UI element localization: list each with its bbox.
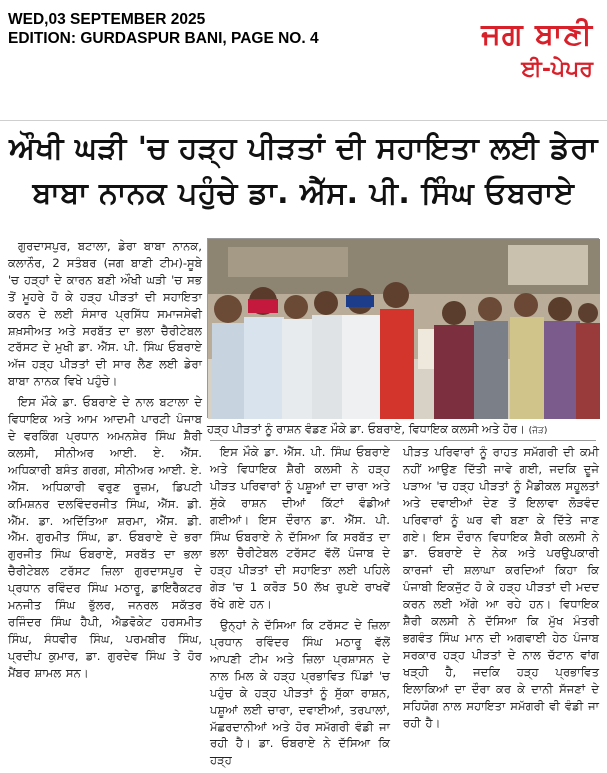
edition-header — [8, 10, 319, 48]
caption-text: ਹੜ੍ਹ ਪੀੜਤਾਂ ਨੂੰ ਰਾਸ਼ਨ ਵੰਡਣ ਮੌਕੇ ਡਾ. ਓਬਰਾਏ, ਵਿਧਾਇਕ ਕਲਸੀ ਅਤੇ ਹੋਰ। — [207, 422, 525, 436]
edition-info: EDITION: GURDASPUR BANI, PAGE NO. 4 — [8, 30, 319, 47]
paragraph: ਉਨ੍ਹਾਂ ਨੇ ਦੱਸਿਆ ਕਿ ਟਰੱਸਟ ਦੇ ਜ਼ਿਲਾ ਪ੍ਰਧਾਨ ਰਵਿੰਦਰ ਸਿੰਘ ਮਠਾਰੂ ਵੱਲੋਂ ਆਪਣੀ ਟੀਮ ਅਤੇ ਜ਼ਿਲਾ ਪ੍ਰਸ਼ਾਸਨ ਦੇ ਨਾਲ ਮਿਲ ਕੇ ਹੜ੍ਹ ਪ੍ਰਭਾਵਿਤ ਪਿੰਡਾਂ 'ਚ ਪਹੁੰਚ ਕੇ ਹੜ੍ਹ ਪੀੜਤਾਂ ਨੂੰ ਸੁੱਕਾ ਰਾਸ਼ਨ, ਪਸ਼ੂਆਂ ਲਈ ਚਾਰਾ, ਦਵਾਈਆਂ, ਤਰਪਾਲਾਂ, ਮੱਛਰਦਾਨੀਆਂ ਅਤੇ ਹੋਰ ਸਮੱਗਰੀ ਵੰਡੀ ਜਾ ਰਹੀ ਹੈ। ਡਾ. ਓਬਰਾਏ ਨੇ ਦੱਸਿਆ ਕਿ ਹੜ੍ਹ — [210, 618, 390, 768]
caption-rule — [210, 440, 596, 441]
photo-illustration — [208, 239, 600, 419]
paragraph: ਇਸ ਮੌਕੇ ਡਾ. ਐੱਸ. ਪੀ. ਸਿੰਘ ਓਬਰਾਏ ਅਤੇ ਵਿਧਾਇਕ ਸ਼ੈਰੀ ਕਲਸੀ ਨੇ ਹੜ੍ਹ ਪੀੜਤ ਪਰਿਵਾਰਾਂ ਨੂੰ ਪਸ਼ੂਆਂ ਦਾ ਚਾਰਾ ਅਤੇ ਸੁੱਕੇ ਰਾਸ਼ਨ ਦੀਆਂ ਕਿੱਟਾਂ ਵੰਡੀਆਂ ਗਈਆਂ। ਇਸ ਦੌਰਾਨ ਡਾ. ਐੱਸ. ਪੀ. ਸਿੰਘ ਓਬਰਾਏ ਨੇ ਦੱਸਿਆ ਕਿ ਸਰਬੱਤ ਦਾ ਭਲਾ ਚੈਰੀਟੇਬਲ ਟਰੱਸਟ ਵੱਲੋਂ ਪੰਜਾਬ ਦੇ ਹੜ੍ਹ ਪੀੜਤਾਂ ਦੀ ਸਹਾਇਤਾ ਲਈ ਪਹਿਲੇ ਗੇੜ 'ਚ 1 ਕਰੋੜ 50 ਲੱਖ ਰੁਪਏ ਰਾਖਵੇਂ ਰੱਖੇ ਗਏ ਹਨ। — [210, 445, 390, 612]
photo-caption — [207, 422, 599, 439]
column-2 — [210, 444, 390, 773]
jagbani-logo[interactable] — [481, 18, 593, 84]
header-divider — [0, 120, 607, 121]
column-3 — [403, 444, 599, 735]
column-1 — [8, 238, 202, 686]
paragraph: ਗੁਰਦਾਸਪੁਰ, ਬਟਾਲਾ, ਡੇਰਾ ਬਾਬਾ ਨਾਨਕ, ਕਲਾਨੌਰ, 2 ਸਤੰਬਰ (ਜਗ ਬਾਣੀ ਟੀਮ)-ਸੂਬੇ 'ਚ ਹੜ੍ਹਾਂ ਦੇ ਕਾਰਨ ਬਣੀ ਔਖੀ ਘੜੀ 'ਚ ਸਭ ਤੋਂ ਮੂਹਰੇ ਹੋ ਕੇ ਹੜ੍ਹ ਪੀੜਤਾਂ ਦੀ ਸਹਾਇਤਾ ਕਰਨ ਦੇ ਲਈ ਸੰਸਾਰ ਪ੍ਰਸਿੱਧ ਸਮਾਜਸੇਵੀ ਸ਼ਖ਼ਸੀਅਤ ਅਤੇ ਸਰਬੱਤ ਦਾ ਭਲਾ ਚੈਰੀਟੇਬਲ ਟਰੱਸਟ ਦੇ ਮੁਖੀ ਡਾ. ਐੱਸ. ਪੀ. ਸਿੰਘ ਓਬਰਾਏ ਅੱਜ ਹੜ੍ਹ ਪੀੜਤਾਂ ਦੀ ਸਾਰ ਲੈਣ ਲਈ ਡੇਰਾ ਬਾਬਾ ਨਾਨਕ ਵਿਖੇ ਪਹੁੰਚੇ। — [8, 239, 202, 389]
article-photo — [207, 238, 599, 418]
article-body — [0, 230, 607, 768]
logo-sub: ਈ-ਪੇਪਰ — [521, 57, 593, 82]
photo-credit: (ਜੋੜ) — [528, 426, 548, 436]
issue-date: WED,03 SEPTEMBER 2025 — [8, 11, 206, 28]
paragraph: ਇਸ ਮੌਕੇ ਡਾ. ਓਬਰਾਏ ਦੇ ਨਾਲ ਬਟਾਲਾ ਦੇ ਵਿਧਾਇਕ ਅਤੇ ਆਮ ਆਦਮੀ ਪਾਰਟੀ ਪੰਜਾਬ ਦੇ ਵਰਕਿੰਗ ਪ੍ਰਧਾਨ ਅਮਨਸ਼ੇਰ ਸਿੰਘ ਸ਼ੈਰੀ ਕਲਸੀ, ਸੀਨੀਅਰ ਆਈ. ਏ. ਐੱਸ. ਅਧਿਕਾਰੀ ਬਸੰਤ ਗਰਗ, ਸੀਨੀਅਰ ਆਈ. ਏ. ਐੱਸ. ਅਧਿਕਾਰੀ ਵਰੁਣ ਰੂਜ਼ਮ, ਡਿਪਟੀ ਕਮਿਸ਼ਨਰ ਦਲਵਿੰਦਰਜੀਤ ਸਿੰਘ, ਐੱਸ. ਡੀ. ਐੱਮ. ਡਾ. ਅਦਿੱਤਿਆ ਸ਼ਰਮਾ, ਐੱਸ. ਡੀ. ਐੱਮ. ਗੁਰਮੀਤ ਸਿੰਘ, ਡਾ. ਓਬਰਾਏ ਦੇ ਭਰਾ ਗੁਰਜੀਤ ਸਿੰਘ ਓਬਰਾਏ, ਸਰਬੱਤ ਦਾ ਭਲਾ ਚੈਰੀਟੇਬਲ ਟਰੱਸਟ ਜ਼ਿਲਾ ਗੁਰਦਾਸਪੁਰ ਦੇ ਪ੍ਰਧਾਨ ਰਵਿੰਦਰ ਸਿੰਘ ਮਠਾਰੂ, ਡਾਇਰੈਕਟਰ ਮਨਜੀਤ ਸਿੰਘ ਭੁੱਲਰ, ਜਨਰਲ ਸਕੱਤਰ ਰਜਿੰਦਰ ਸਿੰਘ ਹੈਪੀ, ਐਡਵੋਕੇਟ ਹਰਸਮੀਤ ਸਿੰਘ, ਸੰਧਵੀਰ ਸਿੰਘ, ਪਰਮਬੀਰ ਸਿੰਘ, ਪ੍ਰਦੀਪ ਕੁਮਾਰ, ਡਾ. ਗੁਰਦੇਵ ਸਿੰਘ ਤੇ ਹੋਰ ਮੈਂਬਰ ਸ਼ਾਮਲ ਸਨ। — [8, 395, 202, 680]
headline-line-2: ਬਾਬਾ ਨਾਨਕ ਪਹੁੰਚੇ ਡਾ. ਐੱਸ. ਪੀ. ਸਿੰਘ ਓਬਰਾਏ — [32, 176, 575, 211]
headline-line-1: ਔਖੀ ਘੜੀ 'ਚ ਹੜ੍ਹ ਪੀੜਤਾਂ ਦੀ ਸਹਾਇਤਾ ਲਈ ਡੇਰਾ — [9, 131, 598, 166]
paragraph: ਪੀੜਤ ਪਰਿਵਾਰਾਂ ਨੂੰ ਰਾਹਤ ਸਮੱਗਰੀ ਦੀ ਕਮੀ ਨਹੀਂ ਆਉਣ ਦਿੱਤੀ ਜਾਵੇ ਗਈ, ਜਦਕਿ ਦੂਜੇ ਪੜਾਅ 'ਚ ਹੜ੍ਹ ਪੀੜਤਾਂ ਨੂੰ ਮੈਡੀਕਲ ਸਹੂਲਤਾਂ ਅਤੇ ਦਵਾਈਆਂ ਦੇਣ ਤੋਂ ਇਲਾਵਾ ਲੋੜਵੰਦ ਪਰਿਵਾਰਾਂ ਨੂੰ ਘਰ ਵੀ ਬਣਾ ਕੇ ਦਿੱਤੇ ਜਾਣ ਗਏ। ਇਸ ਦੌਰਾਨ ਵਿਧਾਇਕ ਸ਼ੈਰੀ ਕਲਸੀ ਨੇ ਡਾ. ਓਬਰਾਏ ਦੇ ਨੇਕ ਅਤੇ ਪਰਉਪਕਾਰੀ ਕਾਰਜਾਂ ਦੀ ਸ਼ਲਾਘਾ ਕਰਦਿਆਂ ਕਿਹਾ ਕਿ ਪੰਜਾਬੀ ਇਕਜੁੱਟ ਹੋ ਕੇ ਹੜ੍ਹ ਪੀੜਤਾਂ ਦੀ ਮਦਦ ਕਰਨ ਲਈ ਅੱਗੇ ਆ ਰਹੇ ਹਨ। ਵਿਧਾਇਕ ਸ਼ੈਰੀ ਕਲਸੀ ਨੇ ਦੱਸਿਆ ਕਿ ਮੁੱਖ ਮੰਤਰੀ ਭਗਵੰਤ ਸਿੰਘ ਮਾਨ ਦੀ ਅਗਵਾਈ ਹੇਠ ਪੰਜਾਬ ਸਰਕਾਰ ਹੜ੍ਹ ਪੀੜਤਾਂ ਦੇ ਨਾਲ ਚੱਟਾਨ ਵਾਂਗ ਖੜ੍ਹੀ ਹੈ, ਜਦਕਿ ਹੜ੍ਹ ਪ੍ਰਭਾਵਿਤ ਇਲਾਕਿਆਂ ਦਾ ਦੌਰਾ ਕਰ ਕੇ ਦਾਨੀ ਸੱਜਣਾਂ ਦੇ ਸਹਿਯੋਗ ਨਾਲ ਸਹਾਇਤਾ ਸਮੱਗਰੀ ਵੀ ਵੰਡੀ ਜਾ ਰਹੀ ਹੈ। — [403, 445, 599, 730]
article-headline — [6, 126, 601, 216]
logo-brand: ਜਗ ਬਾਣੀ — [481, 17, 593, 52]
